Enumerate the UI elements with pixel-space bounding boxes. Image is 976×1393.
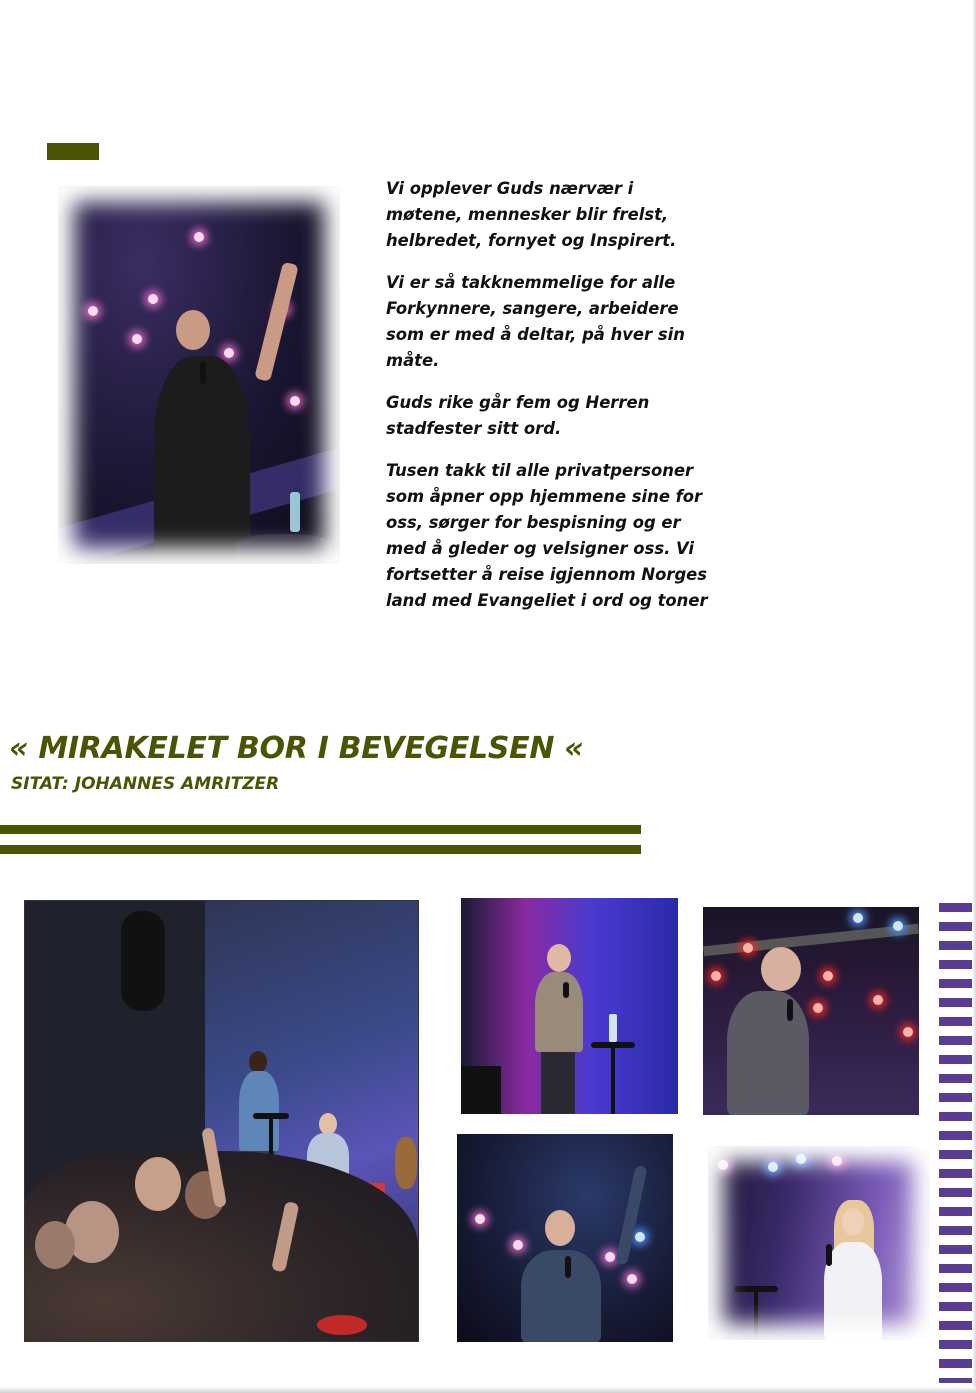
- quote-title: « MIRAKELET BOR I BEVEGELSEN «: [9, 731, 584, 766]
- photo-young-speaker: [457, 1134, 673, 1342]
- purple-stripe-border: [939, 903, 972, 1383]
- photo-singer-white-suit: [708, 1146, 930, 1340]
- photo-preacher-raised-hand: [58, 186, 340, 564]
- paragraph-1: Vi opplever Guds nærvær i møtene, mennesker blir frelst, helbredet, fornyet og Inspirert.: [386, 179, 677, 250]
- intro-text: [386, 176, 708, 630]
- photo-worship-audience: [24, 900, 419, 1342]
- photo-older-speaker: [703, 907, 919, 1115]
- divider-rule-top: [0, 825, 641, 834]
- quote-attribution: SITAT: JOHANNES AMRITZER: [11, 774, 280, 794]
- paragraph-2: Vi er så takknemmelige for alle Forkynnere, sangere, arbeidere som er med å deltar, på hver sin måte.: [386, 273, 685, 370]
- paragraph-3: Guds rike går fem og Herren stadfester sitt ord.: [386, 393, 650, 438]
- paragraph-4: Tusen takk til alle privatpersoner som åpner opp hjemmene sine for oss, sørger for bespisning og er med å gleder og velsigner oss. Vi fortsetter å reise igjennom Norges land med Evangeliet i ord og toner: [386, 461, 708, 610]
- photo-speaker-blazer: [461, 898, 678, 1114]
- page-edge-shadow-right: [972, 0, 976, 1393]
- divider-rule-bottom: [0, 845, 641, 854]
- olive-accent-tab: [47, 143, 99, 160]
- page-edge-shadow-bottom: [0, 1387, 976, 1393]
